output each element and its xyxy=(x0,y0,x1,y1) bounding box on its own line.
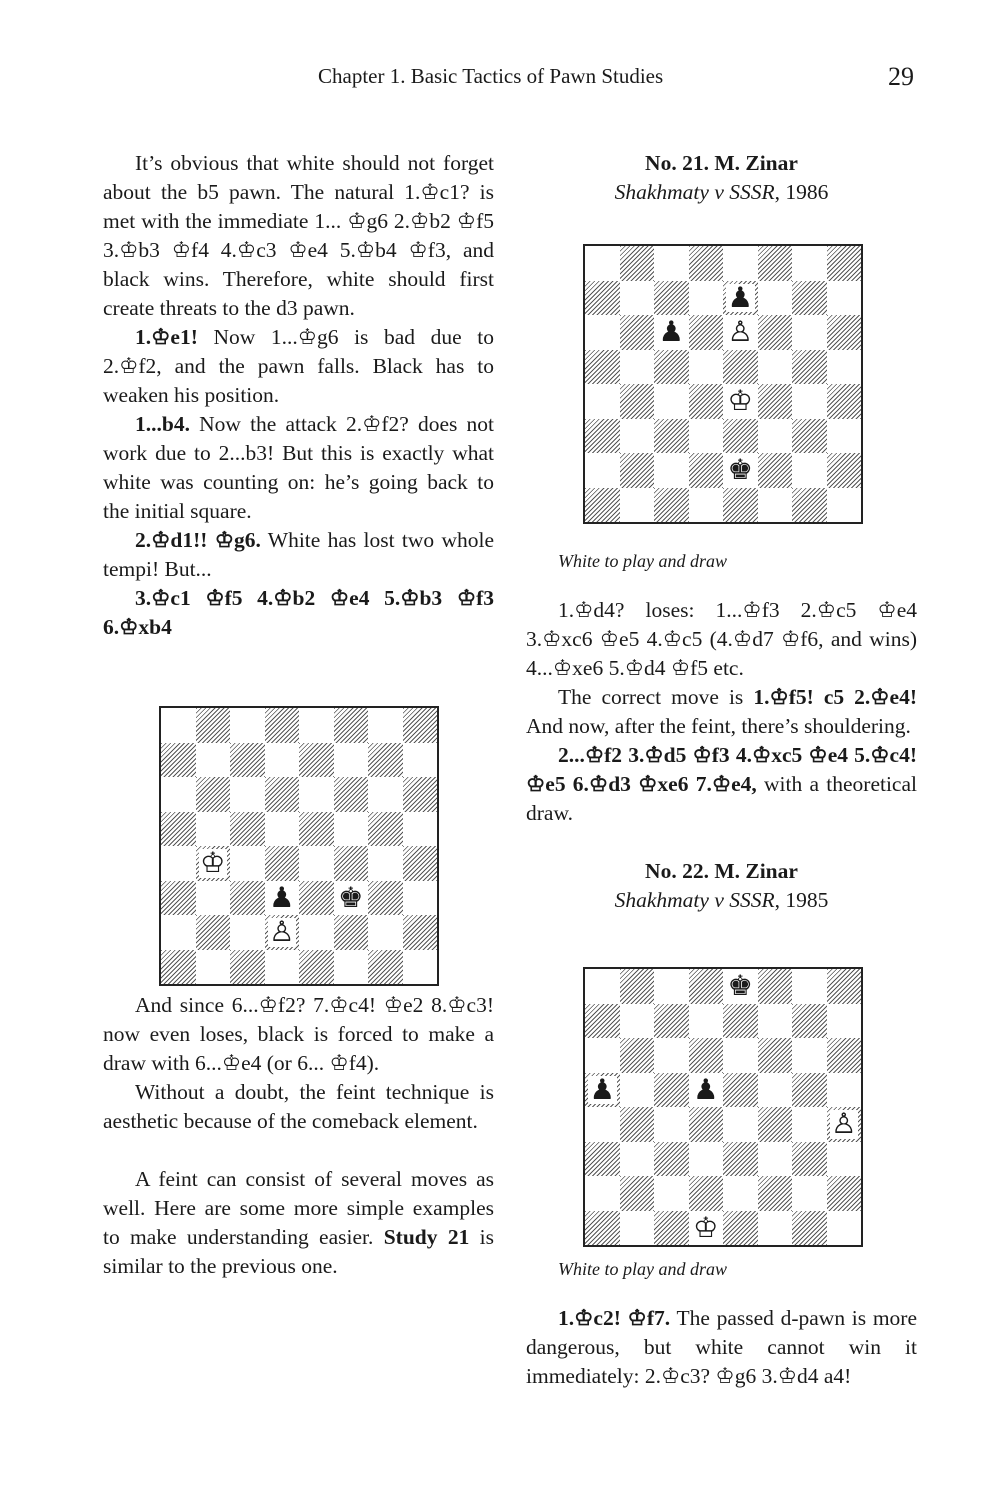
chess-diagram xyxy=(583,967,863,1247)
dark-square xyxy=(196,708,231,743)
dark-square xyxy=(827,969,862,1004)
dark-square xyxy=(620,384,655,419)
light-square xyxy=(758,1211,793,1246)
study-heading xyxy=(526,857,917,915)
light-square xyxy=(265,743,300,778)
dark-square xyxy=(265,777,300,812)
light-square xyxy=(827,1073,862,1108)
light-square xyxy=(827,419,862,454)
dark-square xyxy=(403,915,438,950)
dark-square xyxy=(827,453,862,488)
dark-square xyxy=(585,1211,620,1246)
light-square xyxy=(689,350,724,385)
light-square xyxy=(689,281,724,316)
light-square xyxy=(827,1142,862,1177)
light-square xyxy=(689,1142,724,1177)
dark-square xyxy=(689,1107,724,1142)
paragraph: 1...b4. Now the attack 2.♔f2? does not work due to 2...b3! But this is exactly what white was counting on: he’s going back to the initial square. xyxy=(103,412,494,523)
light-square xyxy=(161,777,196,812)
dark-square xyxy=(585,350,620,385)
dark-square xyxy=(161,881,196,916)
dark-square xyxy=(689,246,724,281)
dark-square xyxy=(196,777,231,812)
light-square xyxy=(196,950,231,985)
dark-square xyxy=(654,350,689,385)
dark-square xyxy=(403,777,438,812)
dark-square xyxy=(689,1176,724,1211)
light-square xyxy=(689,1004,724,1039)
black-pawn-icon: ♟ xyxy=(727,280,753,314)
light-square xyxy=(758,1142,793,1177)
black-king-icon: ♚ xyxy=(338,880,364,914)
light-square xyxy=(585,453,620,488)
dark-square xyxy=(654,1073,689,1108)
light-square xyxy=(654,1176,689,1211)
dark-square xyxy=(196,915,231,950)
dark-square xyxy=(758,1176,793,1211)
light-square xyxy=(723,1107,758,1142)
dark-square xyxy=(758,384,793,419)
light-square xyxy=(758,419,793,454)
dark-square xyxy=(368,950,403,985)
light-square xyxy=(334,743,369,778)
white-pawn-icon: ♙ xyxy=(831,1107,857,1141)
light-square xyxy=(758,350,793,385)
dark-square xyxy=(792,350,827,385)
dark-square xyxy=(654,1004,689,1039)
light-square xyxy=(368,915,403,950)
light-square xyxy=(654,384,689,419)
dark-square xyxy=(827,1038,862,1073)
dark-square xyxy=(585,488,620,523)
light-square xyxy=(620,1004,655,1039)
light-square xyxy=(654,969,689,1004)
dark-square xyxy=(265,846,300,881)
dark-square xyxy=(299,743,334,778)
light-square xyxy=(368,777,403,812)
dark-square xyxy=(299,950,334,985)
light-square xyxy=(620,419,655,454)
dark-square xyxy=(620,1038,655,1073)
dark-square xyxy=(723,350,758,385)
dark-square xyxy=(758,246,793,281)
light-square xyxy=(585,1038,620,1073)
light-square xyxy=(403,950,438,985)
dark-square xyxy=(585,281,620,316)
study-title: No. 22. M. Zinar xyxy=(645,859,798,883)
light-square xyxy=(620,1073,655,1108)
light-square xyxy=(196,812,231,847)
paragraph: And since 6...♔f2? 7.♔c4! ♔e2 8.♔c3! now even loses, black is forced to make a draw with 6...♔e4 (or 6... ♔f4). xyxy=(103,993,494,1075)
light-square xyxy=(758,488,793,523)
light-square xyxy=(585,315,620,350)
light-square xyxy=(654,453,689,488)
dark-square xyxy=(758,453,793,488)
light-square xyxy=(792,1107,827,1142)
light-square xyxy=(620,1142,655,1177)
dark-square xyxy=(654,419,689,454)
light-square xyxy=(196,881,231,916)
move-notation: 1.♔f5! c5 2.♔e4! xyxy=(753,685,917,709)
move-notation: 1.♔c2! ♔f7. xyxy=(558,1306,671,1330)
dark-square xyxy=(585,419,620,454)
dark-square xyxy=(792,1142,827,1177)
light-square xyxy=(161,708,196,743)
light-square xyxy=(585,1176,620,1211)
dark-square xyxy=(723,488,758,523)
light-square xyxy=(654,246,689,281)
light-square xyxy=(230,708,265,743)
light-square xyxy=(792,246,827,281)
dark-square xyxy=(723,1004,758,1039)
dark-square xyxy=(723,1142,758,1177)
light-square xyxy=(230,777,265,812)
white-king-icon: ♔ xyxy=(727,384,753,418)
white-pawn-icon: ♙ xyxy=(269,915,295,949)
move-notation: 3.♔c1 ♔f5 4.♔b2 ♔e4 5.♔b3 ♔f3 6.♔xb4 xyxy=(103,586,494,639)
light-square xyxy=(299,915,334,950)
chess-diagram xyxy=(159,706,439,986)
move-notation: 1.♔e1! xyxy=(135,325,198,349)
dark-square xyxy=(620,246,655,281)
dark-square xyxy=(827,315,862,350)
dark-square xyxy=(654,1211,689,1246)
black-pawn-icon: ♟ xyxy=(658,315,684,349)
dark-square xyxy=(161,812,196,847)
light-square xyxy=(585,384,620,419)
dark-square xyxy=(403,846,438,881)
dark-square xyxy=(334,915,369,950)
study-source: Shakhmaty v SSSR, 1985 xyxy=(614,888,829,912)
light-square xyxy=(689,419,724,454)
dark-square xyxy=(792,1073,827,1108)
light-square xyxy=(196,743,231,778)
study-source: Shakhmaty v SSSR, 1986 xyxy=(614,180,829,204)
light-square xyxy=(654,1107,689,1142)
dark-square xyxy=(403,708,438,743)
black-king-icon: ♚ xyxy=(727,453,753,487)
light-square xyxy=(403,812,438,847)
dark-square xyxy=(620,315,655,350)
dark-square xyxy=(689,1038,724,1073)
light-square xyxy=(161,915,196,950)
dark-square xyxy=(654,281,689,316)
dark-square xyxy=(689,969,724,1004)
move-notation: 2...♔f2 3.♔d5 ♔f3 4.♔xc5 ♔e4 5.♔c4! ♔e5 6.♔d3 ♔xe6 7.♔e4, xyxy=(526,743,917,796)
light-square xyxy=(299,777,334,812)
light-square xyxy=(827,488,862,523)
dark-square xyxy=(758,1107,793,1142)
dark-square xyxy=(161,950,196,985)
white-king-icon: ♔ xyxy=(200,846,226,880)
dark-square xyxy=(368,881,403,916)
light-square xyxy=(265,950,300,985)
light-square xyxy=(299,846,334,881)
light-square xyxy=(792,315,827,350)
dark-square xyxy=(265,708,300,743)
dark-square xyxy=(230,812,265,847)
paragraph: The correct move is 1.♔f5! c5 2.♔e4! And now, after the feint, there’s shouldering. xyxy=(526,685,917,738)
dark-square xyxy=(161,743,196,778)
paragraph: 1.♔c2! ♔f7. The passed d-pawn is more dangerous, but white cannot win it immediately: 2.♔c3? ♔g6 3.♔d4 a4! xyxy=(526,1306,917,1388)
light-square xyxy=(620,281,655,316)
dark-square xyxy=(827,384,862,419)
light-square xyxy=(827,1211,862,1246)
dark-square xyxy=(230,881,265,916)
dark-square xyxy=(620,969,655,1004)
dark-square xyxy=(689,453,724,488)
dark-square xyxy=(334,777,369,812)
black-pawn-icon: ♟ xyxy=(693,1072,719,1106)
dark-square xyxy=(230,950,265,985)
light-square xyxy=(230,915,265,950)
light-square xyxy=(758,1004,793,1039)
dark-square xyxy=(334,708,369,743)
black-pawn-icon: ♟ xyxy=(589,1072,615,1106)
white-pawn-icon: ♙ xyxy=(727,315,753,349)
dark-square xyxy=(723,1211,758,1246)
dark-square xyxy=(654,1142,689,1177)
light-square xyxy=(827,281,862,316)
dark-square xyxy=(299,881,334,916)
page-number: 29 xyxy=(888,62,914,91)
dark-square xyxy=(758,969,793,1004)
paragraph: 1.♔e1! Now 1...♔g6 is bad due to 2.♔f2, and the pawn falls. Black has to weaken his position. xyxy=(103,325,494,407)
light-square xyxy=(368,708,403,743)
light-square xyxy=(723,246,758,281)
dark-square xyxy=(368,743,403,778)
light-square xyxy=(265,812,300,847)
dark-square xyxy=(620,453,655,488)
light-square xyxy=(230,846,265,881)
light-square xyxy=(620,1211,655,1246)
light-square xyxy=(792,1176,827,1211)
dark-square xyxy=(792,281,827,316)
light-square xyxy=(368,846,403,881)
light-square xyxy=(827,1004,862,1039)
dark-square xyxy=(299,812,334,847)
light-square xyxy=(585,969,620,1004)
black-pawn-icon: ♟ xyxy=(269,880,295,914)
dark-square xyxy=(334,846,369,881)
light-square xyxy=(403,743,438,778)
move-notation: 1...b4. xyxy=(135,412,190,436)
light-square xyxy=(161,846,196,881)
light-square xyxy=(827,350,862,385)
dark-square xyxy=(723,1073,758,1108)
diagram-caption: White to play and draw xyxy=(558,551,727,571)
light-square xyxy=(792,1038,827,1073)
paragraph: 2.♔d1!! ♔g6. White has lost two whole tempi! But... xyxy=(103,528,494,581)
move-notation: 2.♔d1!! ♔g6. xyxy=(135,528,261,552)
light-square xyxy=(792,969,827,1004)
light-square xyxy=(403,881,438,916)
dark-square xyxy=(758,315,793,350)
light-square xyxy=(585,246,620,281)
light-square xyxy=(334,812,369,847)
chess-diagram xyxy=(583,244,863,524)
diagram-caption: White to play and draw xyxy=(558,1259,727,1279)
light-square xyxy=(299,708,334,743)
dark-square xyxy=(792,488,827,523)
light-square xyxy=(792,384,827,419)
light-square xyxy=(654,1038,689,1073)
light-square xyxy=(334,950,369,985)
dark-square xyxy=(654,488,689,523)
dark-square xyxy=(368,812,403,847)
light-square xyxy=(689,488,724,523)
dark-square xyxy=(827,246,862,281)
paragraph: 1.♔d4? loses: 1...♔f3 2.♔c5 ♔e4 3.♔xc6 ♔e5 4.♔c5 (4.♔d7 ♔f6, and wins) 4...♔xe6 5.♔d4 ♔f5 etc. xyxy=(526,598,917,680)
dark-square xyxy=(620,1176,655,1211)
light-square xyxy=(792,453,827,488)
white-king-icon: ♔ xyxy=(693,1210,719,1244)
paragraph: A feint can consist of several moves as well. Here are some more simple examples to make understanding easier. Study 21 is similar to the previous one. xyxy=(103,1167,494,1278)
dark-square xyxy=(689,384,724,419)
dark-square xyxy=(792,1004,827,1039)
dark-square xyxy=(792,1211,827,1246)
study-title: No. 21. M. Zinar xyxy=(645,151,798,175)
dark-square xyxy=(827,1176,862,1211)
dark-square xyxy=(758,1038,793,1073)
dark-square xyxy=(585,1004,620,1039)
light-square xyxy=(758,1073,793,1108)
paragraph: Without a doubt, the feint technique is aesthetic because of the comeback element. xyxy=(103,1080,494,1133)
light-square xyxy=(620,350,655,385)
dark-square xyxy=(620,1107,655,1142)
light-square xyxy=(723,1038,758,1073)
dark-square xyxy=(792,419,827,454)
black-king-icon: ♚ xyxy=(727,969,753,1003)
paragraph: It’s obvious that white should not forget about the b5 pawn. The natural 1.♔c1? is met with the immediate 1... ♔g6 2.♔b2 ♔f5 3.♔b3 ♔f4 4.♔c3 ♔e4 5.♔b4 ♔f3, and black wins. Therefore, white should first create threats to the d3 pawn. xyxy=(103,151,494,320)
study-reference: Study 21 xyxy=(383,1225,470,1249)
dark-square xyxy=(585,1142,620,1177)
light-square xyxy=(585,1107,620,1142)
dark-square xyxy=(230,743,265,778)
paragraph: 2...♔f2 3.♔d5 ♔f3 4.♔xc5 ♔e4 5.♔c4! ♔e5 6.♔d3 ♔xe6 7.♔e4, with a theoretical draw. xyxy=(526,743,917,825)
light-square xyxy=(758,281,793,316)
paragraph xyxy=(103,584,494,642)
light-square xyxy=(620,488,655,523)
dark-square xyxy=(723,419,758,454)
running-head: Chapter 1. Basic Tactics of Pawn Studies xyxy=(318,64,664,88)
dark-square xyxy=(689,315,724,350)
light-square xyxy=(723,1176,758,1211)
study-heading xyxy=(526,149,917,207)
